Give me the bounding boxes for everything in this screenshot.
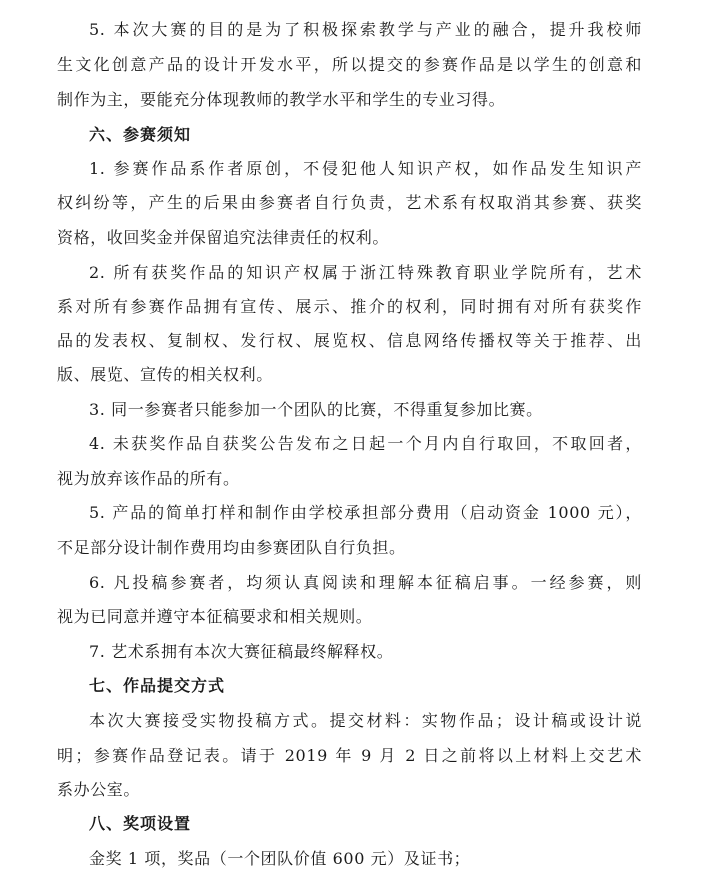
text-line: 系办公室。 (57, 780, 141, 799)
text-line: 2. 所有获奖作品的知识产权属于浙江特殊教育职业学院所有，艺术 (89, 263, 642, 282)
text-line: 3. 同一参赛者只能参加一个团队的比赛，不得重复参加比赛。 (89, 400, 543, 419)
text-line: 视为放弃该作品的所有。 (57, 469, 240, 488)
text-line: 5. 产品的简单打样和制作由学校承担部分费用（启动资金 1000 元）， (89, 503, 642, 522)
text-line: 生文化创意产品的设计开发水平，所以提交的参赛作品是以学生的创意和 (57, 55, 642, 74)
section-heading-awards: 八、奖项设置 (89, 814, 192, 833)
text-line: 4. 未获奖作品自获奖公告发布之日起一个月内自行取回，不取回者， (89, 434, 642, 453)
text-line: 版、展览、宣传的相关权利。 (57, 365, 273, 384)
text-line: 金奖 1 项，奖品（一个团队价值 600 元）及证书； (89, 849, 471, 868)
text-line: 品的发表权、复制权、发行权、展览权、信息网络传播权等关于推荐、出 (57, 331, 642, 350)
text-line: 系对所有参赛作品拥有宣传、展示、推介的权利，同时拥有对所有获奖作 (57, 297, 642, 316)
text-line: 制作为主，要能充分体现教师的教学水平和学生的专业习得。 (57, 90, 506, 109)
text-line: 明；参赛作品登记表。请于 2019 年 9 月 2 日之前将以上材料上交艺术 (57, 746, 642, 765)
text-line: 1. 参赛作品系作者原创，不侵犯他人知识产权，如作品发生知识产 (89, 159, 642, 178)
text-line: 视为已同意并遵守本征稿要求和相关规则。 (57, 607, 373, 626)
text-line: 权纠纷等，产生的后果由参赛者自行负责，艺术系有权取消其参赛、获奖 (57, 193, 642, 212)
section-heading-submission: 七、作品提交方式 (89, 676, 226, 695)
section-heading-rules: 六、参赛须知 (89, 125, 192, 144)
text-line: 资格，收回奖金并保留追究法律责任的权利。 (57, 228, 390, 247)
text-line: 6. 凡投稿参赛者，均须认真阅读和理解本征稿启事。一经参赛，则 (89, 573, 642, 592)
text-line: 5. 本次大赛的目的是为了积极探索教学与产业的融合，提升我校师 (89, 20, 642, 39)
text-line: 7. 艺术系拥有本次大赛征稿最终解释权。 (89, 642, 394, 661)
text-line: 本次大赛接受实物投稿方式。提交材料：实物作品；设计稿或设计说 (89, 711, 642, 730)
text-line: 不足部分设计制作费用均由参赛团队自行负担。 (57, 538, 406, 557)
